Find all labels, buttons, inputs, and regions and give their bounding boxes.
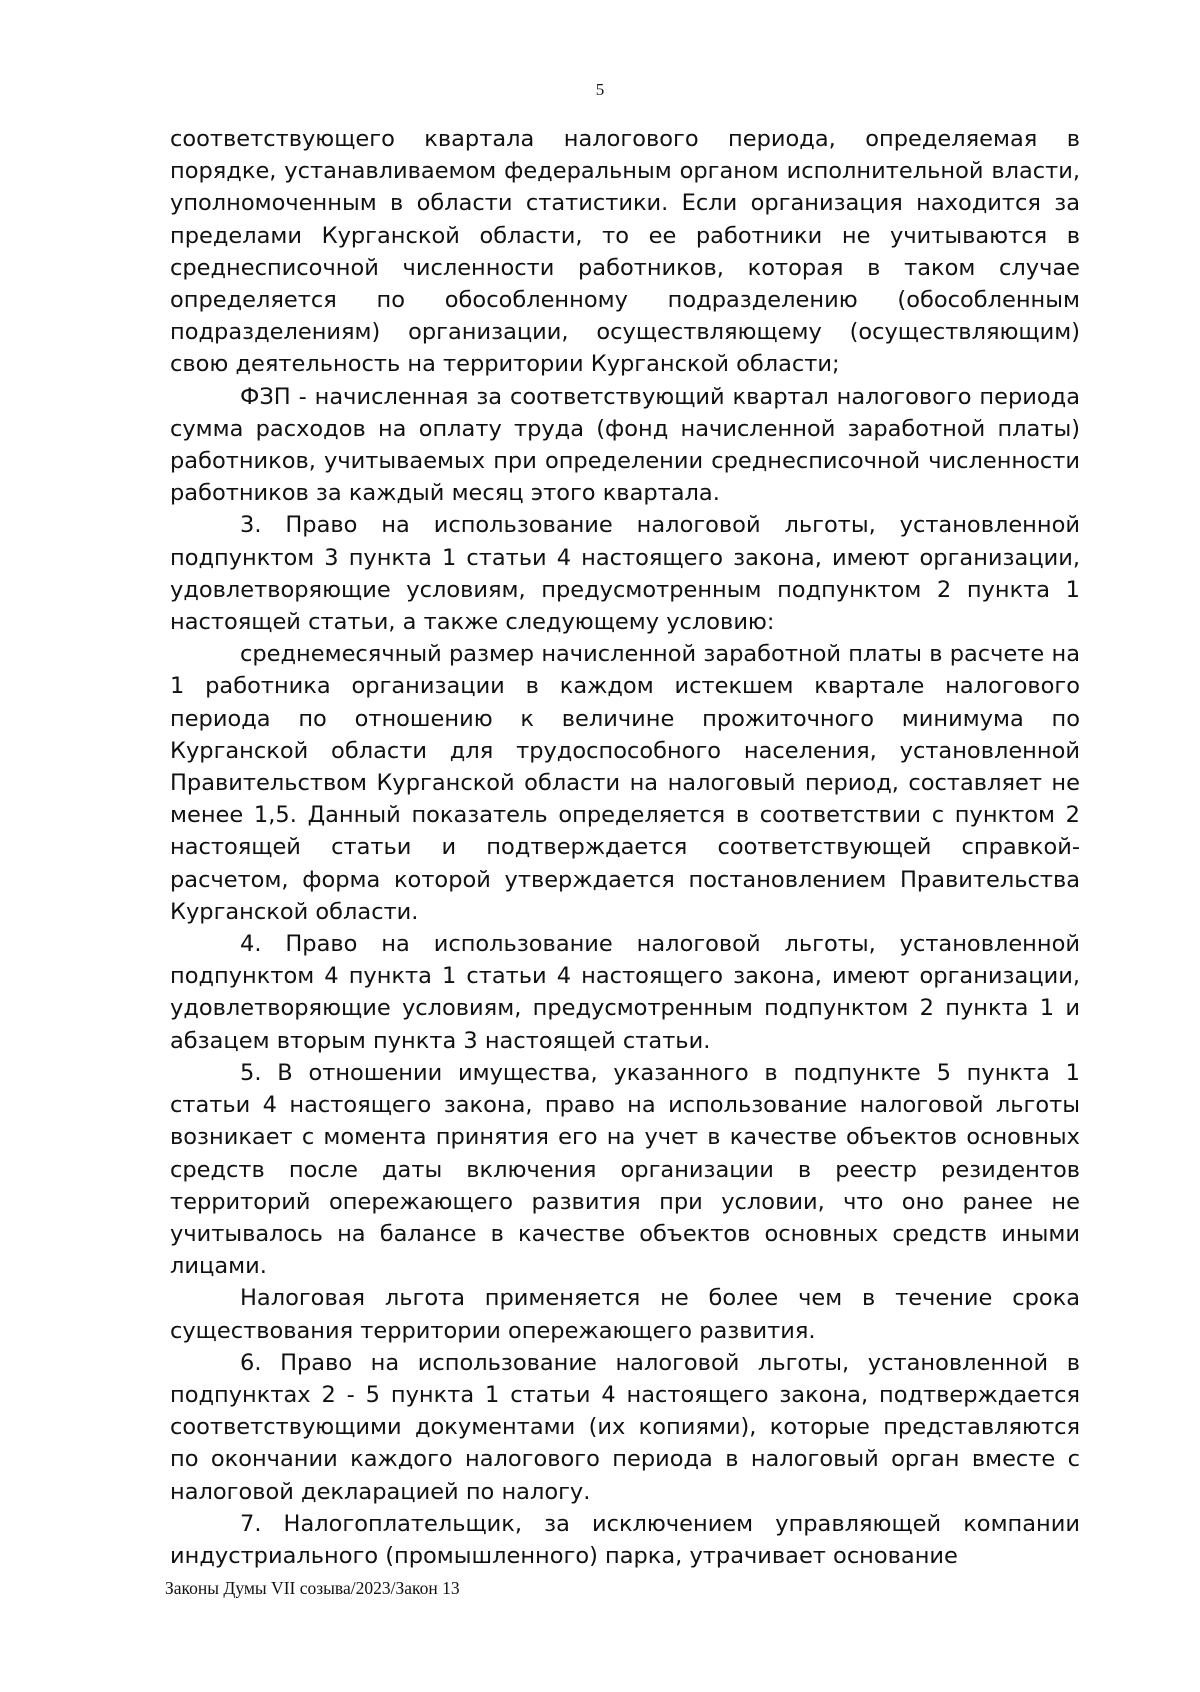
document-body	[170, 123, 1080, 1572]
paragraph-item-5: 5. В отношении имущества, указанного в подпункте 5 пункта 1 статьи 4 настоящего закона, право на использование налоговой льготы возникает с момента принятия его на учет в качестве объектов основных средств после даты включения организации в реестр резидентов территорий опережающего развития при условии, что оно ранее не учитывалось на балансе в качестве объектов основных средств иными лицами.	[170, 1059, 1080, 1280]
document-footer: Законы Думы VII созыва/2023/Закон 13	[165, 1578, 460, 1598]
paragraph-item-5-term: Налоговая льгота применяется не более чем в течение срока существования территории опережающего развития.	[170, 1285, 1080, 1344]
paragraph-item-6: 6. Право на использование налоговой льготы, установленной в подпунктах 2 - 5 пункта 1 статьи 4 настоящего закона, подтверждается соответствующими документами (их копиями), которые представляются по окончании каждого налогового периода в налоговый орган вместе с налоговой декларацией по налогу.	[170, 1349, 1080, 1505]
paragraph-item-3: 3. Право на использование налоговой льготы, установленной подпунктом 3 пункта 1 статьи 4 настоящего закона, имеют организации, удовлетворяющие условиям, предусмотренным подпунктом 2 пункта 1 настоящей статьи, а также следующему условию:	[170, 512, 1080, 636]
paragraph-item-4: 4. Право на использование налоговой льготы, установленной подпунктом 4 пункта 1 статьи 4 настоящего закона, имеют организации, удовлетворяющие условиям, предусмотренным подпунктом 2 пункта 1 и абзацем вторым пункта 3 настоящей статьи.	[170, 931, 1080, 1054]
page-number: 5	[595, 80, 605, 99]
paragraph-continuation: соответствующего квартала налогового периода, определяемая в порядке, устанавливаемом федеральным органом исполнительной власти, уполномоченным в области статистики. Если организация находится за пределами Курганской области, то ее работники не учитываются в среднесписочной численности работников, которая в таком случае определяется по обособленному подразделению (обособленным подразделениям) организации, осуществляющему (осуществляющим) свою деятельность на территории Курганской области;	[170, 126, 1080, 378]
paragraph-fzp-definition: ФЗП - начисленная за соответствующий квартал налогового периода сумма расходов на оплату труда (фонд начисленной заработной платы) работников, учитываемых при определении среднесписочной численности работников за каждый месяц этого квартала.	[170, 383, 1080, 507]
paragraph-item-3-condition: среднемесячный размер начисленной заработной платы в расчете на 1 работника организации в каждом истекшем квартале налогового периода по отношению к величине прожиточного минимума по Курганской области для трудоспособного населения, установленной Правительством Курганской области на налоговый период, составляет не менее 1,5. Данный показатель определяется в соответствии с пунктом 2 настоящей статьи и подтверждается соответствующей справкой-расчетом, форма которой утверждается постановлением Правительства Курганской области.	[170, 641, 1080, 925]
paragraph-item-7: 7. Налогоплательщик, за исключением управляющей компании индустриального (промышленного) парка, утрачивает основание	[170, 1510, 1080, 1569]
